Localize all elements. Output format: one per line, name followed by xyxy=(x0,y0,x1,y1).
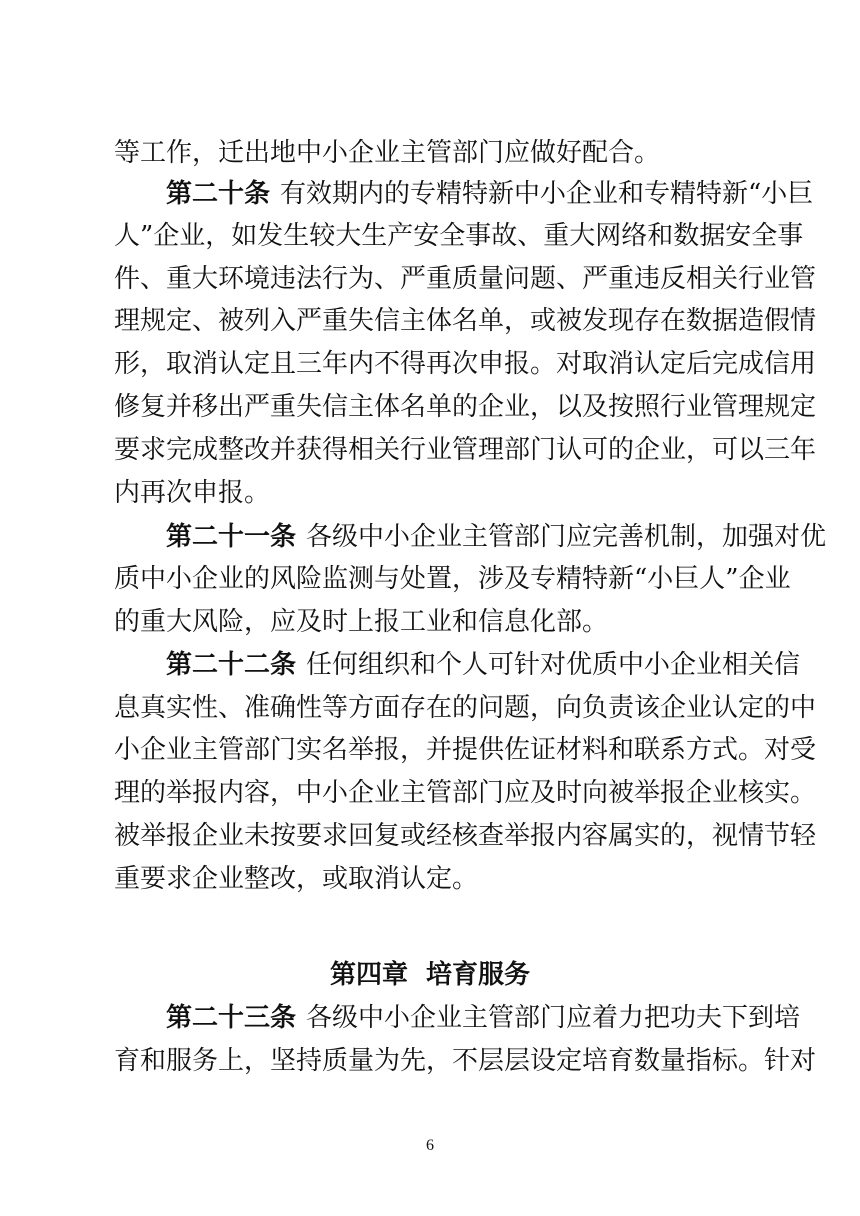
text-line: 件、重大环境违法行为、严重质量问题、严重违反相关行业管 xyxy=(114,264,817,294)
text-line: 被举报企业未按要求回复或经核查举报内容属实的，视情节轻 xyxy=(114,821,817,851)
text-line: 息真实性、准确性等方面存在的问题，向负责该企业认定的中 xyxy=(114,693,817,723)
article-label: 第二十三条 xyxy=(166,1003,297,1033)
text-line: 各级中小企业主管部门应完善机制，加强对优 xyxy=(306,522,827,552)
text-line: 形，取消认定且三年内不得再次申报。对取消认定后完成信用 xyxy=(114,349,817,379)
text-line: 理规定、被列入严重失信主体名单，或被发现存在数据造假情 xyxy=(114,306,817,336)
text-line: 内再次申报。 xyxy=(114,478,271,508)
chapter-heading: 第四章 培育服务 xyxy=(329,960,531,990)
text-line: 理的举报内容，中小企业主管部门应及时向被举报企业核实。 xyxy=(114,778,817,808)
article-label: 第二十一条 xyxy=(166,522,297,552)
text-line: 修复并移出严重失信主体名单的企业，以及按照行业管理规定 xyxy=(114,392,817,422)
article-21-line xyxy=(166,517,827,557)
article-23-line xyxy=(166,998,801,1038)
article-label: 第二十二条 xyxy=(166,650,297,680)
text-line: 小企业主管部门实名举报，并提供佐证材料和联系方式。对受 xyxy=(114,735,817,765)
text-line: 各级中小企业主管部门应着力把功夫下到培 xyxy=(306,1003,801,1033)
page-number: 6 xyxy=(426,1137,434,1154)
text-line: 任何组织和个人可针对优质中小企业相关信 xyxy=(306,650,801,680)
text-line: 育和服务上，坚持质量为先，不层层设定培育数量指标。针对 xyxy=(114,1046,817,1076)
text-line: 重要求企业整改，或取消认定。 xyxy=(114,864,479,894)
text-line: 等工作，迁出地中小企业主管部门应做好配合。 xyxy=(114,138,661,168)
text-line: 的重大风险，应及时上报工业和信息化部。 xyxy=(114,607,609,637)
article-20-line xyxy=(166,174,814,214)
text-line: 有效期内的专精特新中小企业和专精特新“小巨 xyxy=(280,179,814,209)
article-22-line xyxy=(166,645,801,685)
article-label: 第二十条 xyxy=(166,179,271,209)
text-line: 人”企业，如发生较大生产安全事故、重大网络和数据安全事 xyxy=(114,221,804,251)
text-line: 要求完成整改并获得相关行业管理部门认可的企业，可以三年 xyxy=(114,435,817,465)
text-line: 质中小企业的风险监测与处置，涉及专精特新“小巨人”企业 xyxy=(114,564,791,594)
